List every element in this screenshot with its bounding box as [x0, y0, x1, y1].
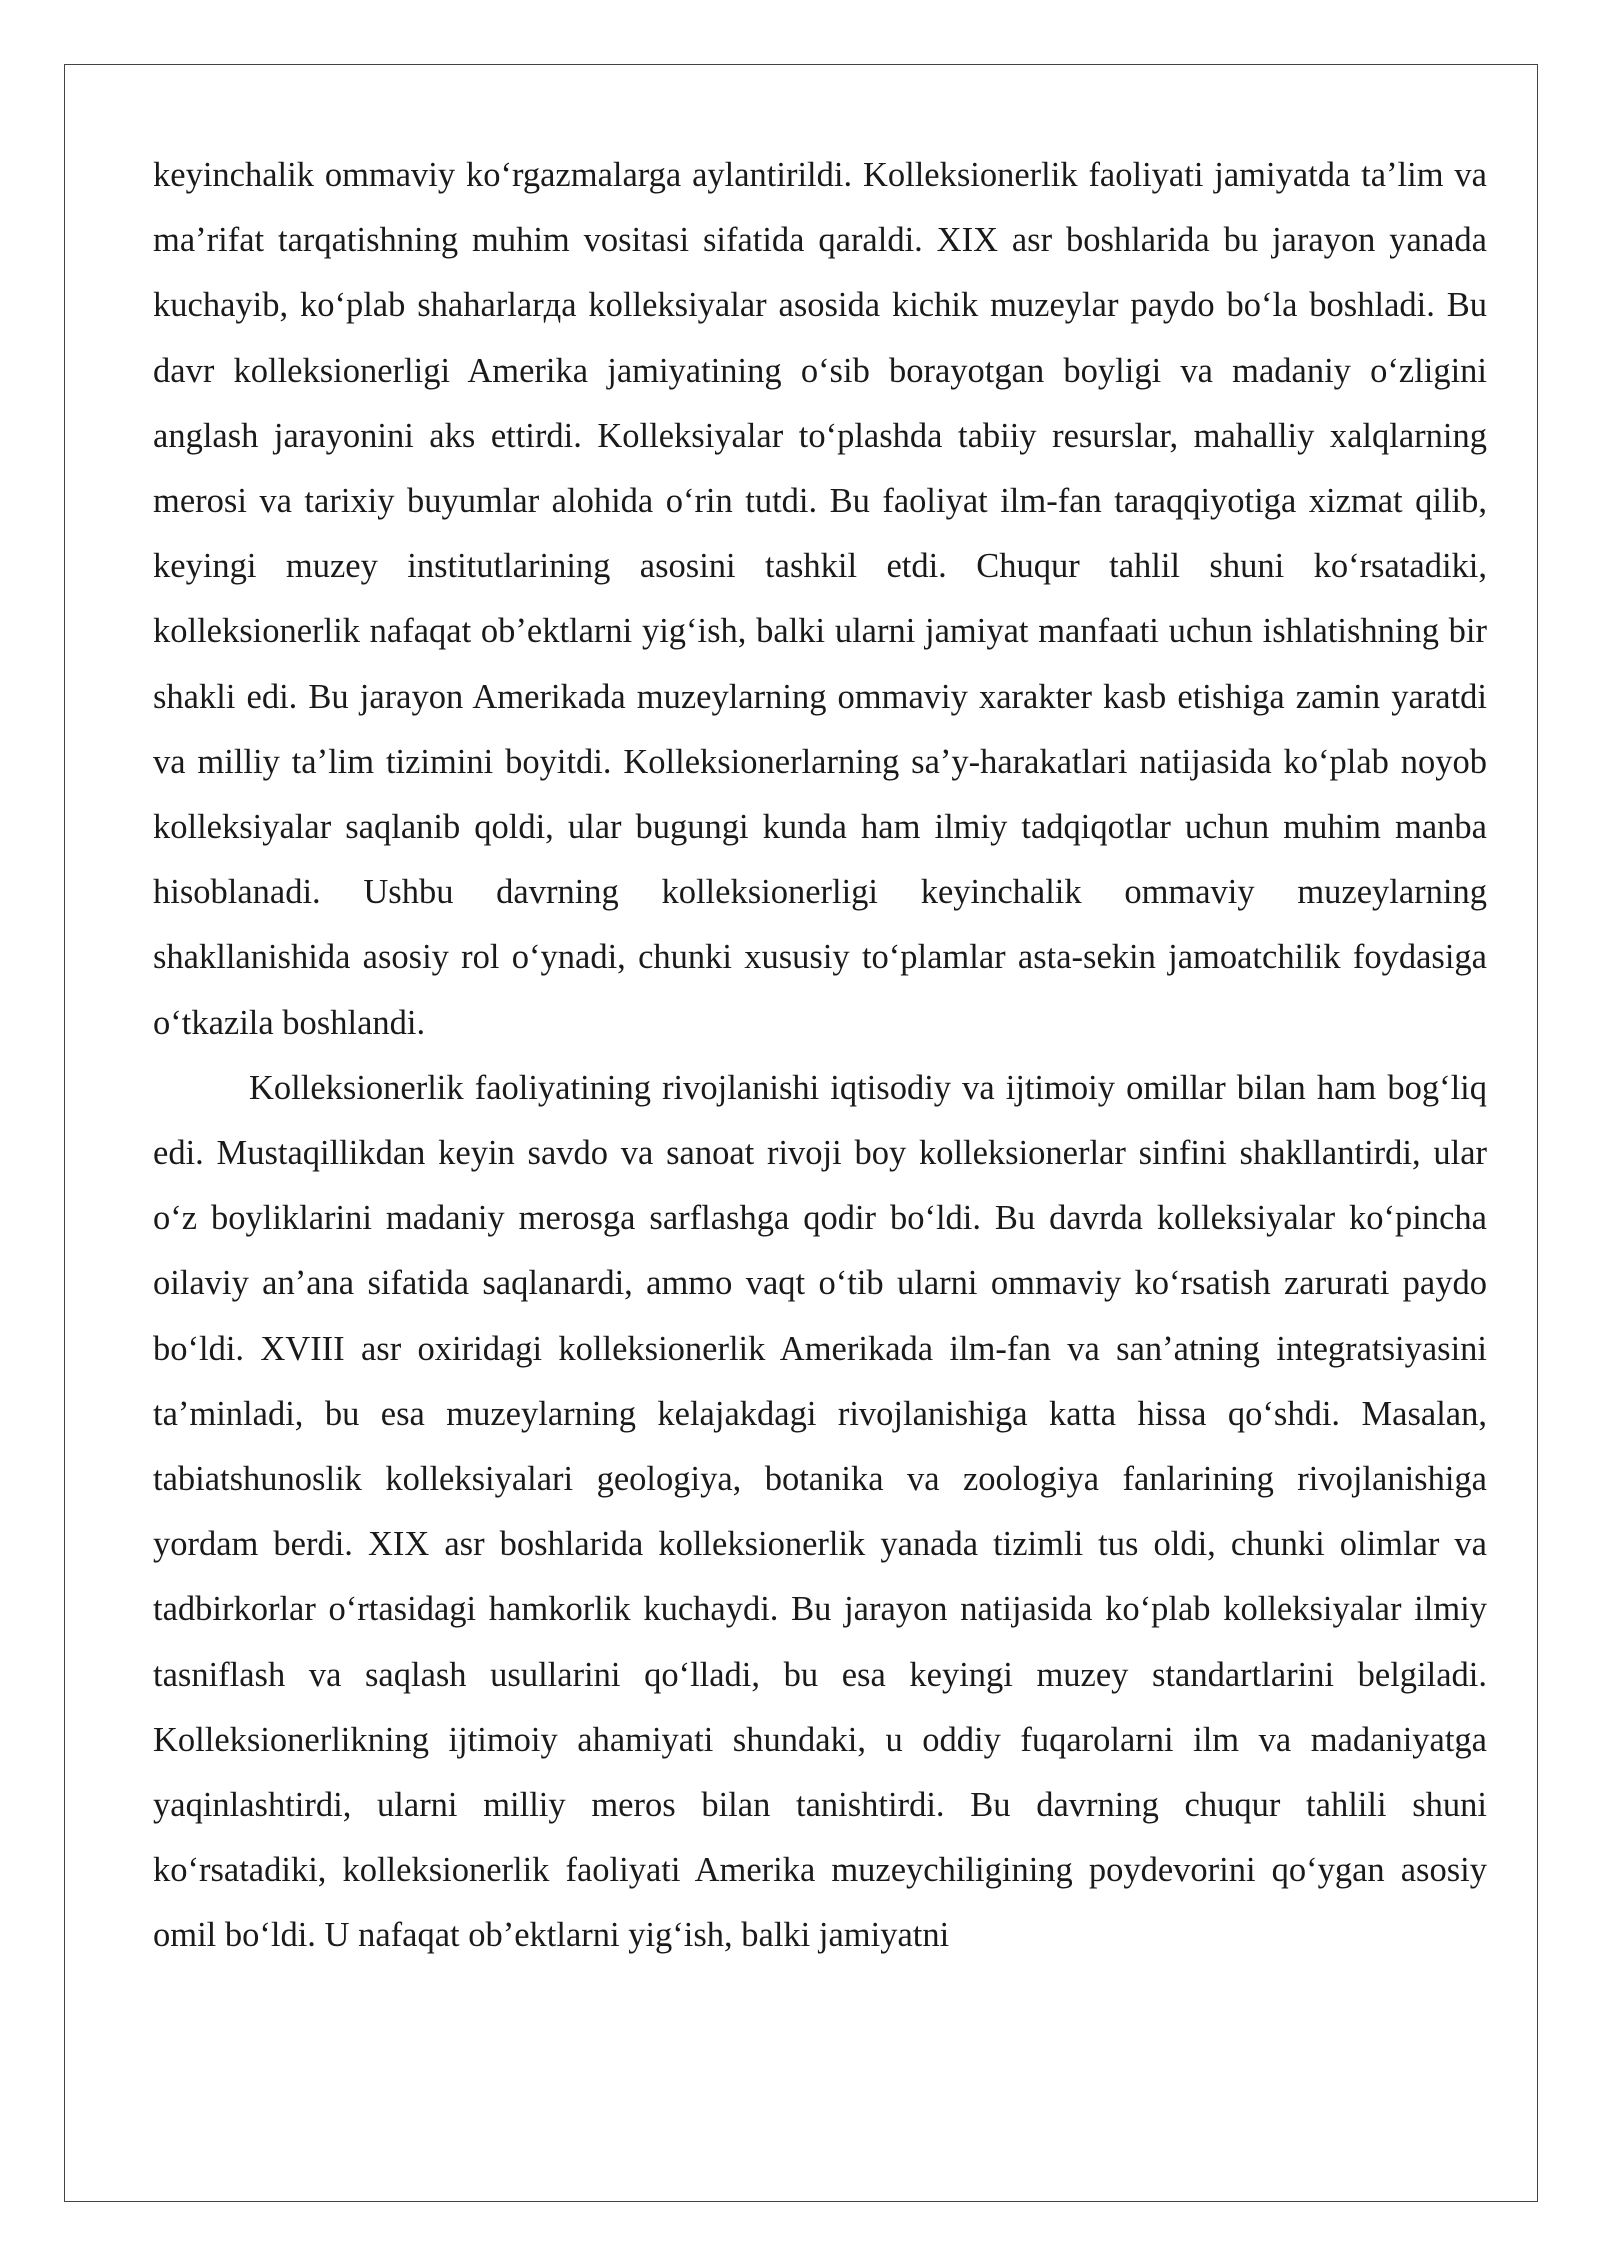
- paragraph-2: Kolleksionerlik faoliyatining rivojlanishi iqtisodiy va ijtimoiy omillar bilan ham bogʻliq edi. Mustaqillikdan keyin savdo va sanoat rivoji boy kolleksionerlar sinfini shakllantirdi, ular oʻz boyliklarini madaniy merosga sarflashga qodir boʻldi. Bu davrda kolleksiyalar koʻpincha oilaviy anʼana sifatida saqlanardi, ammo vaqt oʻtib ularni ommaviy koʻrsatish zarurati paydo boʻldi. XVIII asr oxiridagi kolleksionerlik Amerikada ilm-fan va sanʼatning integratsiyasini taʼminladi, bu esa muzeylarning kelajakdagi rivojlanishiga katta hissa qoʻshdi. Masalan, tabiatshunoslik kolleksiyalari geologiya, botanika va zoologiya fanlarining rivojlanishiga yordam berdi. XIX asr boshlarida kolleksionerlik yanada tizimli tus oldi, chunki olimlar va tadbirkorlar oʻrtasidagi hamkorlik kuchaydi. Bu jarayon natijasida koʻplab kolleksiyalar ilmiy tasniflash va saqlash usullarini qoʻlladi, bu esa keyingi muzey standartlarini belgiladi. Kolleksionerlikning ijtimoiy ahamiyati shundaki, u oddiy fuqarolarni ilm va madaniyatga yaqinlashtirdi, ularni milliy meros bilan tanishtirdi. Bu davrning chuqur tahlili shuni koʻrsatadiki, kolleksionerlik faoliyati Amerika muzeychiligining poydevorini qoʻygan asosiy omil boʻldi. U nafaqat obʼektlarni yigʻish, balki jamiyatni: [153, 1068, 1487, 1955]
- paragraph-1: keyinchalik ommaviy koʻrgazmalarga aylantirildi. Kolleksionerlik faoliyati jamiyatda taʼlim va maʼrifat tarqatishning muhim vositasi sifatida qaraldi. XIX asr boshlarida bu jarayon yanada kuchayib, koʻplab shaharlarда kolleksiyalar asosida kichik muzeylar paydo boʻla boshladi. Bu davr kolleksionerligi Amerika jamiyatining oʻsib borayotgan boyligi va madaniy oʻzligini anglash jarayonini aks ettirdi. Kolleksiyalar toʻplashda tabiiy resurslar, mahalliy xalqlarning merosi va tarixiy buyumlar alohida oʻrin tutdi. Bu faoliyat ilm-fan taraqqiyotiga xizmat qilib, keyingi muzey institutlarining asosini tashkil etdi. Chuqur tahlil shuni koʻrsatadiki, kolleksionerlik nafaqat obʼektlarni yigʻish, balki ularni jamiyat manfaati uchun ishlatishning bir shakli edi. Bu jarayon Amerikada muzeylarning ommaviy xarakter kasb etishiga zamin yaratdi va milliy taʼlim tizimini boyitdi. Kolleksionerlarning saʼy-harakatlari natijasida koʻplab noyob kolleksiyalar saqlanib qoldi, ular bugungi kunda ham ilmiy tadqiqotlar uchun muhim manba hisoblanadi. Ushbu davrning kolleksionerligi keyinchalik ommaviy muzeylarning shakllanishida asosiy rol oʻynadi, chunki xususiy toʻplamlar asta-sekin jamoatchilik foydasiga oʻtkazila boshlandi.: [153, 156, 1487, 1042]
- document-body: [153, 143, 1487, 1969]
